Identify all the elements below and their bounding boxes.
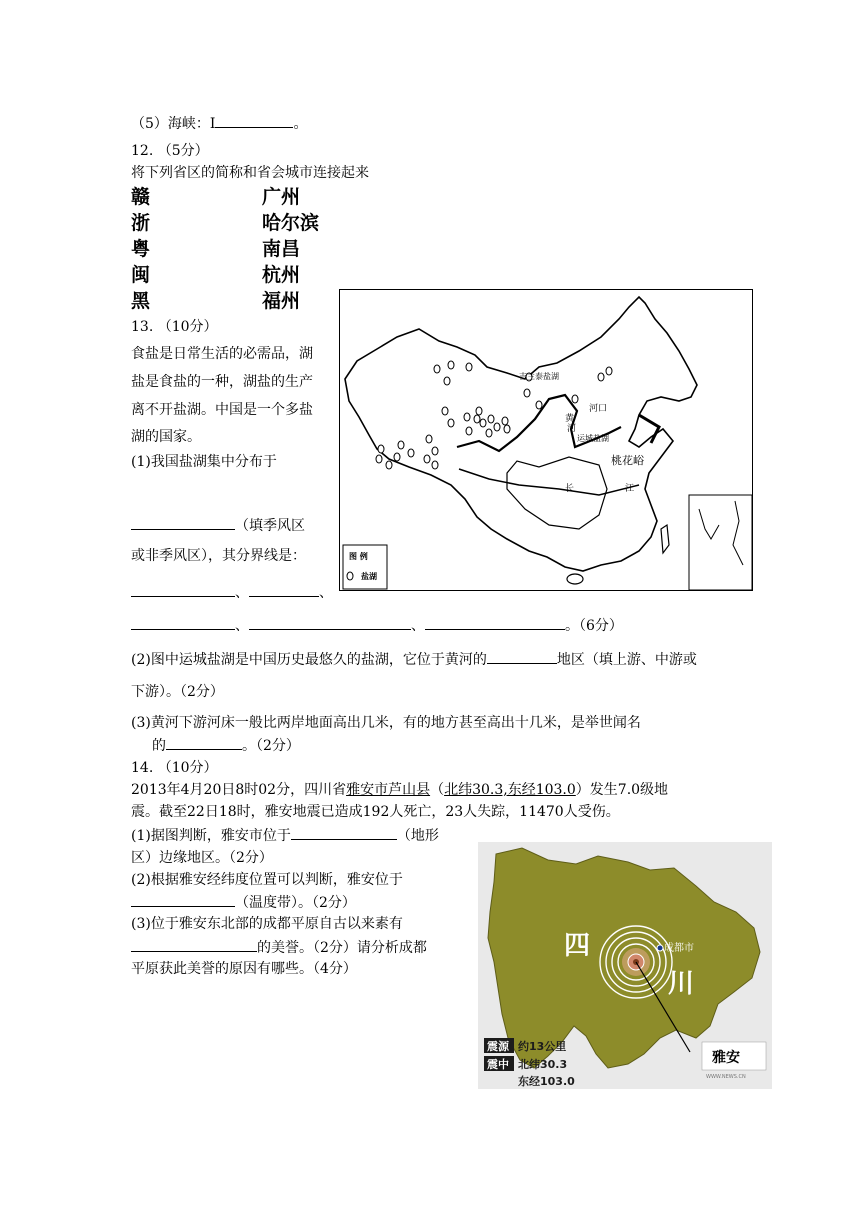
answer-blank[interactable] xyxy=(131,892,235,907)
q13-part3: (3)黄河下游河床一般比两岸地面高出几米，有的地方甚至高出十几米，是举世闻名 xyxy=(131,715,641,731)
answer-blank[interactable] xyxy=(131,582,235,597)
q13-intro-line: 盐是食盐的一种，湖盐的生产 xyxy=(131,374,313,390)
answer-blank[interactable] xyxy=(131,515,235,530)
answer-blank[interactable] xyxy=(131,615,235,630)
q13-intro-line: 离不开盐湖。中国是一个多盐 xyxy=(131,402,313,418)
value-zhenyuan: 约13公里 xyxy=(518,1040,567,1053)
q13-intro-line: 食盐是日常生活的必需品，湖 xyxy=(131,346,313,362)
abbrev-item[interactable]: 浙 xyxy=(131,212,151,234)
q13-part2: (2)图中运城盐湖是中国历史最悠久的盐湖，它位于黄河的 地区（填上游、中游或 xyxy=(131,649,697,670)
label-chang: 长 xyxy=(565,484,575,494)
legend-salt-lake: 盐湖 xyxy=(361,572,377,581)
watermark: WWW.NEWS.CN xyxy=(706,1074,746,1080)
city-item[interactable]: 广州 xyxy=(262,186,301,208)
q14-part1-cont: 区）边缘地区。（2分） xyxy=(131,850,273,866)
city-item[interactable]: 杭州 xyxy=(262,264,301,286)
label-yuncheng: 运城盐湖 xyxy=(577,434,609,443)
q13-intro-line: 湖的国家。 xyxy=(131,429,201,445)
label-ya-an: 雅安 xyxy=(712,1050,740,1066)
q13-part1-blanks-b: 、 、 。（6分） xyxy=(131,615,623,636)
q14-part3-cont: 的美誉。（2分）请分析成都 xyxy=(131,937,427,958)
answer-blank[interactable] xyxy=(249,582,319,597)
answer-blank[interactable] xyxy=(166,735,242,750)
answer-blank[interactable] xyxy=(249,615,411,630)
q13-part1: (1)我国盐湖集中分布于 xyxy=(131,454,277,470)
label-taohuayu: 桃花峪 xyxy=(611,454,644,467)
q14-line2: 震。截至22日18时，雅安地震已造成192人死亡，23人失踪，11470人受伤。 xyxy=(131,804,620,820)
q14-header: 14. （10分） xyxy=(131,760,218,776)
q14-part3: (3)位于雅安东北部的成都平原自古以来素有 xyxy=(131,916,403,932)
q12-header: 12. （5分） xyxy=(131,143,209,159)
abbrev-item[interactable]: 粤 xyxy=(131,238,151,260)
q13-part1-line3: 或非季风区），其分界线是： xyxy=(131,548,306,564)
hainan xyxy=(567,574,583,584)
abbrev-item[interactable]: 闽 xyxy=(131,264,151,286)
label-he: 河 xyxy=(567,424,577,434)
q14-part2: (2)根据雅安经纬度位置可以判断，雅安位于 xyxy=(131,872,403,888)
value-longitude: 东经103.0 xyxy=(518,1075,575,1088)
label-si: 四 xyxy=(564,931,591,961)
q14-part1: (1)据图判断，雅安市位于 （地形 xyxy=(131,825,439,846)
q14-line1: 2013年4月20日8时02分，四川省雅安市芦山县（北纬30.3,东经103.0）发生7.0级地 xyxy=(131,782,669,798)
q13-part1-blanks-a: 、 、 xyxy=(131,582,333,603)
city-item[interactable]: 福州 xyxy=(262,290,301,312)
abbrev-item[interactable]: 黑 xyxy=(131,290,151,312)
q12-instruction: 将下列省区的简称和省会城市连接起来 xyxy=(131,165,369,181)
label-chuan: 川 xyxy=(668,969,695,999)
q14-part2-cont: （温度带）。（2分） xyxy=(131,892,356,913)
answer-blank[interactable] xyxy=(291,825,397,840)
q11-line5: （5）海峡：I 。 xyxy=(131,113,307,134)
label-zhenzhong: 震中 xyxy=(487,1058,509,1071)
q14-part3-cont2: 平原获此美誉的原因有哪些。（4分） xyxy=(131,961,357,977)
china-salt-lake-map xyxy=(339,289,753,591)
label-zhenyuan: 震源 xyxy=(487,1040,509,1053)
answer-blank[interactable] xyxy=(131,937,257,952)
label-huang: 黄 xyxy=(565,414,575,424)
answer-blank[interactable] xyxy=(215,113,293,128)
label-jilantai: 吉兰泰盐湖 xyxy=(519,372,559,381)
label-chengdu: 成都市 xyxy=(664,943,694,954)
legend-title: 图 例 xyxy=(349,552,368,561)
value-latitude: 北纬30.3 xyxy=(518,1058,568,1071)
q13-part1-line2: （填季风区 xyxy=(131,515,305,536)
answer-blank[interactable] xyxy=(425,615,565,630)
city-item[interactable]: 南昌 xyxy=(262,238,301,260)
city-item[interactable]: 哈尔滨 xyxy=(262,212,320,234)
sichuan-earthquake-map xyxy=(478,842,772,1089)
label-jiang: 江 xyxy=(625,484,635,494)
answer-blank[interactable] xyxy=(487,649,557,664)
abbrev-item[interactable]: 赣 xyxy=(131,186,151,208)
chengdu-dot xyxy=(657,945,663,951)
label-hekou: 河口 xyxy=(589,404,608,414)
q13-part2-cont: 下游）。（2分） xyxy=(131,684,224,700)
q13-header: 13. （10分） xyxy=(131,319,218,335)
q13-part3-cont: 的 。（2分） xyxy=(152,735,300,756)
